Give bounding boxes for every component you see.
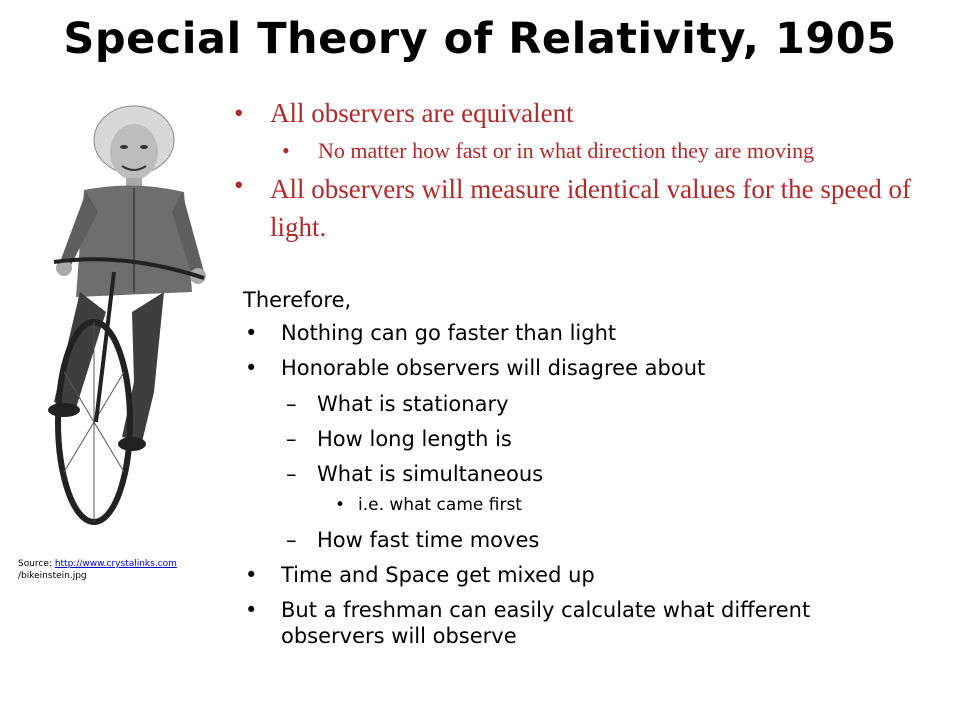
postulate-subtext-1: No matter how fast or in what direction they are moving	[318, 138, 815, 163]
dash-marker: –	[286, 462, 297, 486]
einstein-bicycle-photo	[14, 92, 224, 537]
postulate-text-1: All observers are equivalent	[270, 98, 574, 128]
list-item-text: observers will observe	[281, 624, 517, 648]
list-item-text: Nothing can go faster than light	[281, 321, 617, 345]
list-item-text: But a freshman can easily calculate what different	[281, 598, 811, 622]
bullet-dot: •	[234, 98, 244, 128]
bullet-dot: •	[335, 495, 346, 515]
list-item-text: How fast time moves	[317, 528, 540, 552]
source-label: Source:	[18, 559, 55, 569]
bullet-dot: •	[245, 321, 258, 345]
postulate-text-2: All observers will measure identical values for the speed of light.	[270, 174, 912, 242]
list-item-text: What is simultaneous	[317, 462, 544, 486]
list-item-text: Time and Space get mixed up	[281, 563, 595, 587]
lead-text: Therefore,	[243, 288, 352, 312]
source-link[interactable]: http://www.crystalinks.com	[54, 559, 177, 569]
list-item-text: How long length is	[317, 427, 512, 451]
bullet-dot: •	[245, 598, 258, 622]
bullet-dot: •	[245, 563, 258, 587]
bullet-dot: •	[282, 138, 290, 163]
dash-marker: –	[286, 392, 297, 416]
bullet-dot: •	[245, 356, 258, 380]
dash-marker: –	[286, 528, 297, 552]
list-item-text: What is stationary	[317, 392, 509, 416]
image-source-credit	[18, 558, 177, 582]
list-item-text: i.e. what came first	[358, 495, 522, 515]
bullet-dot: •	[234, 170, 244, 200]
slide-title: Special Theory of Relativity, 1905	[63, 14, 897, 64]
source-path: /bikeinstein.jpg	[18, 571, 87, 581]
dash-marker: –	[286, 427, 297, 451]
list-item-text: Honorable observers will disagree about	[281, 356, 706, 380]
